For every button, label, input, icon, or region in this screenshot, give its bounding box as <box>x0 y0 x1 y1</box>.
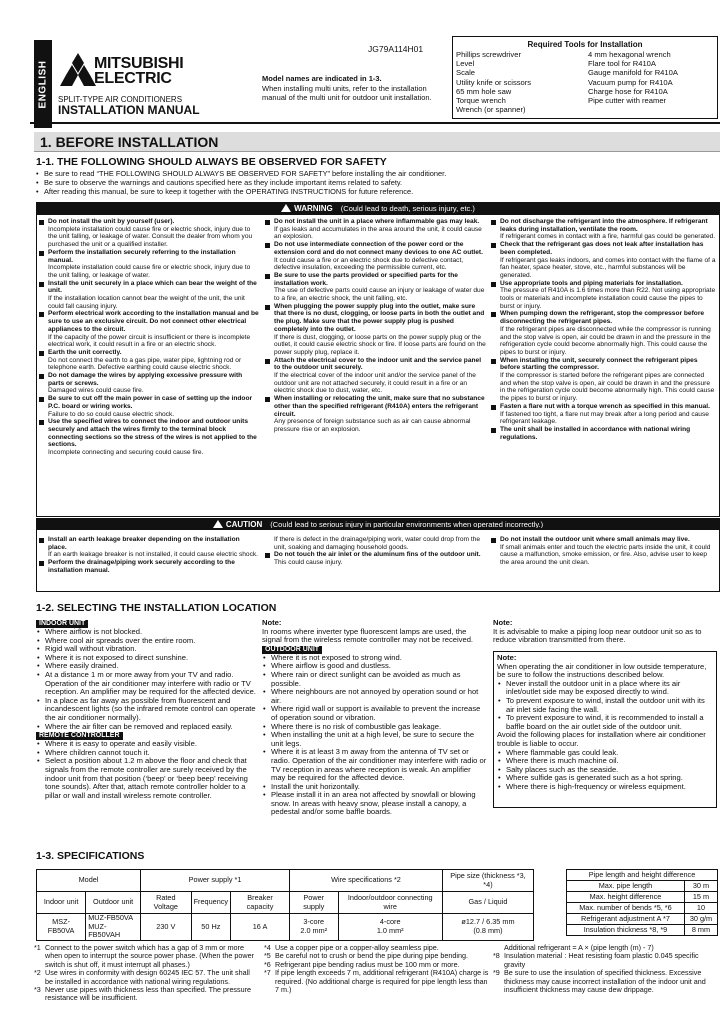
spec-header-wire: Wire specifications *2 <box>290 870 443 892</box>
bullet-icon: • <box>36 169 39 178</box>
table-row <box>567 903 718 914</box>
item-heading: Check that the refrigerant gas does not leak after installation has been completed. <box>500 241 704 256</box>
table-row <box>567 881 718 892</box>
manual-title: INSTALLATION MANUAL <box>58 103 200 117</box>
item-heading: When pumping down the refrigerant, stop the compressor before disconnecting the refrigerant pipes. <box>500 310 705 326</box>
footnote-key: *5 <box>264 951 271 961</box>
warning-item <box>38 218 260 249</box>
warning-item <box>490 218 716 241</box>
list-item: • Where cool air spreads over the entire room. <box>36 637 256 646</box>
list-item: • Where the air filter can be removed and replaced easily. <box>36 723 256 732</box>
warning-bar: WARNING (Could lead to death, serious injury, etc.) <box>36 202 720 214</box>
list-item: • Where easily drained. <box>36 662 256 671</box>
item-text: If the capacity of the power circuit is insufficient or there is incomplete electrical work, it could result in a fire or an electric shock. <box>48 333 251 349</box>
bullet-icon: • <box>36 178 39 187</box>
warning-item <box>38 280 260 311</box>
specifications-table <box>36 869 534 941</box>
item-text: If there is dust, clogging, or loose parts on the power supply plug or the outlet, it could cause electric shock or fire. If loose parts are found on the power supply plug, replace it. <box>274 333 486 356</box>
item-text: Damaged wires could cause fire. <box>48 387 144 395</box>
safety-intro <box>36 169 716 196</box>
warning-column-1 <box>38 218 260 457</box>
item-heading: Perform electrical work according to the installation manual and be sure to use an exclusive circuit. Do not connect other electrical appliances to the circuit. <box>48 310 259 333</box>
tools-list <box>453 50 717 114</box>
footnote-key: *3 <box>34 985 41 995</box>
item-text: Do not connect the earth to a gas pipe, water pipe, lightning rod or telephone earth. Defective earthing could cause electric shock. <box>48 356 242 372</box>
bullet-icon: • <box>36 187 39 196</box>
warning-item <box>38 536 260 559</box>
footnote-text: Be sure to use the insulation of specified thickness. Excessive thickness may cause incorrect installation of the indoor unit and insufficient thickness may cause dew drippage. <box>504 968 706 995</box>
pipe-row-label: Insulation thickness *8, *9 <box>567 925 685 936</box>
item-text: Incomplete connecting and securing could cause fire. <box>48 449 204 457</box>
item-heading: Perform the drainage/piping work securely according to the installation manual. <box>48 559 235 574</box>
footnote-key: *2 <box>34 968 41 978</box>
footnote-text: If pipe length exceeds 7 m, additional refrigerant (R410A) charge is required. (No additional charge is required for pipe length less than 7 m.) <box>275 968 489 995</box>
caution-column-1 <box>38 536 260 575</box>
list-item: • Where neighbours are not annoyed by operation sound or hot air. <box>262 688 487 705</box>
item-heading: Do not install the outdoor unit where small animals may live. <box>500 536 690 543</box>
item-text: If refrigerant comes in contact with a fire, harmful gas could be generated. <box>500 233 716 241</box>
tool-item: Level <box>456 59 475 69</box>
warning-item <box>38 395 260 418</box>
warning-column-3 <box>490 218 716 441</box>
table-row <box>567 892 718 903</box>
section-1-2-heading: 1-2. SELECTING THE INSTALLATION LOCATION <box>36 602 277 614</box>
list-item: • To prevent exposure to wind, install the outdoor unit with its air inlet side facing the wall. <box>497 697 713 714</box>
document-id: JG79A114H01 <box>368 44 424 54</box>
required-tools-box <box>452 36 718 119</box>
pipe-row-value: 30 m <box>684 881 717 892</box>
item-heading: Do not install the unit by yourself (user). <box>48 218 175 225</box>
spec-header-outdoor: Outdoor unit <box>86 892 141 914</box>
warning-item <box>264 551 486 566</box>
item-heading: Do not discharge the refrigerant into the atmosphere. If refrigerant leaks during installation, ventilate the room. <box>500 218 708 233</box>
item-text: Failure to do so could cause electric shock. <box>48 410 175 418</box>
warning-item <box>490 241 716 280</box>
tool-item: Charge hose for R410A <box>588 86 668 96</box>
pipe-row-value: 10 <box>684 903 717 914</box>
tool-item: Torque wrench <box>456 96 506 106</box>
mitsubishi-logo-icon <box>58 52 98 88</box>
warning-item <box>38 249 260 280</box>
list-item: • Please install it in an area not affected by snowfall or blowing snow. In areas with heavy snow, please install a canopy, a pedestal and/or some baffle boards. <box>262 791 487 817</box>
warning-item <box>490 426 716 441</box>
item-text: If the compressor is started before the refrigerant pipes are connected and when the stop valve is open, air could be drawn in and the pressure in the refrigeration cycle could become abnormally high. This could cause the pipes to burst or injury. <box>500 372 715 403</box>
warning-item <box>490 310 716 356</box>
section-1-3-heading: 1-3. SPECIFICATIONS <box>36 850 145 862</box>
warning-item <box>264 241 486 272</box>
footnote-key: *1 <box>34 943 41 952</box>
warning-icon <box>281 204 291 212</box>
item-heading: When installing the unit, securely connect the refrigerant pipes before starting the compressor. <box>500 356 698 372</box>
warning-item <box>490 357 716 403</box>
footnote-text: Never use pipes with thickness less than specified. The pressure resistance will be insufficient. <box>45 985 252 1003</box>
table-row <box>567 925 718 936</box>
list-item: • Install the unit horizontally. <box>262 783 487 792</box>
footnotes-3: Additional refrigerant = A × (pipe length (m) - 7) *8 Insulation material : Heat resisting foam plastic 0.045 specific gravity *9 Be sure to use the insulation of specified thickness. Excessive thickness may cause incorrect installation of the indoor unit and insufficient thickness may cause dew drippage. <box>493 944 718 994</box>
list-item: • Where there is high-frequency or wireless equipment. <box>497 783 713 792</box>
warning-item <box>264 303 486 357</box>
spec-header-power: Power supply *1 <box>141 870 290 892</box>
tool-item: Gauge manifold for R410A <box>588 68 678 78</box>
brand-name: MITSUBISHI ELECTRIC <box>94 55 184 87</box>
footnote-key: *8 <box>493 951 500 961</box>
caution-column-2: If there is defect in the drainage/piping work, water could drop from the unit, soaking and damaging household goods. Do not touch the air inlet or the aluminum fins of the outdoor unit. This could cause injury. <box>264 536 486 567</box>
tool-item: Phillips screwdriver <box>456 50 521 59</box>
item-text: Any presence of foreign substance such as air can cause abnormal pressure rise or an explosion. <box>274 418 471 433</box>
item-text: The pressure of R410A is 1.6 times more than R22. Not using appropriate tools or materials and incomplete installation could cause the pipes to burst or injury. <box>500 287 716 310</box>
warning-column-2 <box>264 218 486 434</box>
pipe-row-label: Max. number of bends *5, *6 <box>567 903 685 914</box>
item-heading: Do not install the unit in a place where inflammable gas may leak. <box>274 218 480 225</box>
footnote-text: Use wires in conformity with design 60245 IEC 57. The unit shall be installed in accordance with national wiring regulations. <box>45 968 250 986</box>
footnote-text: Use a copper pipe or a copper-alloy seamless pipe. <box>275 943 439 952</box>
footnote <box>264 969 489 994</box>
footnote-text: Insulation material : Heat resisting foam plastic 0.045 specific gravity <box>504 951 699 969</box>
item-heading: Fasten a flare nut with a torque wrench as specified in this manual. <box>500 402 710 410</box>
list-item: • At a distance 1 m or more away from your TV and radio. Operation of the air conditioner may interfere with radio or TV reception. An amplifier may be required for the affected device. <box>36 671 256 697</box>
header-rule <box>30 122 720 124</box>
list-item: • To prevent exposure to wind, it is recommended to install a baffle board on the air outlet side of the outdoor unit. <box>497 714 713 731</box>
pipe-row-value: 30 g/m <box>684 914 717 925</box>
intro-bullet: After reading this manual, be sure to keep it together with the OPERATING INSTRUCTIONS for future reference. <box>44 187 414 196</box>
item-text: If refrigerant gas leaks indoors, and comes into contact with the flame of a fan heater, space heater, stove, etc., harmful substances will be generated. <box>500 256 716 279</box>
section-1-1-heading: 1-1. THE FOLLOWING SHOULD ALWAYS BE OBSERVED FOR SAFETY <box>36 156 387 168</box>
item-text: It could cause a fire or an electric shock due to defective contact, defective insulation, exceeding the permissible current, etc. <box>274 256 464 272</box>
spec-header-freq: Frequency <box>191 892 230 914</box>
tool-item: Pipe cutter with reamer <box>588 96 667 106</box>
item-heading: When installing or relocating the unit, make sure that no substance other than the specified refrigerant (R410A) enters the refrigerant circuit. <box>274 395 485 418</box>
list-item: • Where children cannot touch it. <box>36 749 256 758</box>
product-subtitle: SPLIT-TYPE AIR CONDITIONERS <box>58 95 183 104</box>
indoor-unit-list: INDOOR UNIT • Where airflow is not blocked. • Where cool air spreads over the entire room. • Rigid wall without vibration. • Where it is not exposed to direct sunshine. • Where easily drained. • At a distance 1 m or more away from your TV and radio. Operation of the air conditioner may interfere with radio or TV reception. An amplifier may be required for the affected device. • In a place as far away as possible from fluorescent and incandescent lights (so the infrared remote control can operate the air conditioner normally). • Where the air filter can be removed and replaced easily. REMOTE CONTROLLER • Where it is easy to operate and easily visible. • Where children cannot touch it. • Select a position about 1.2 m above the floor and check that signals from the remote controller are surely received by the indoor unit from that position (‘beep’ or ‘beep beep’ receiving tone sounds). After that, attach remote controller holder to a pillar or wall and install wireless remote controller. <box>36 619 256 800</box>
list-item: • Where rigid wall or support is available to prevent the increase of operation sound or vibration. <box>262 705 487 722</box>
section-1-title: 1. BEFORE INSTALLATION <box>34 132 720 152</box>
item-text: If an earth leakage breaker is not installed, it could cause electric shock. <box>48 551 259 559</box>
tool-item <box>588 105 720 114</box>
footnote-text: Refrigerant pipe bending radius must be 100 mm or more. <box>275 959 460 969</box>
item-heading: Use the specified wires to connect the indoor and outdoor units securely and attach the wires firmly to the terminal block connecting sections so the stress of the wires is not applied to the sections. <box>48 418 257 449</box>
spec-header-breaker: Breaker capacity <box>231 892 290 914</box>
list-item: • Select a position about 1.2 m above the floor and check that signals from the remote controller are surely received by the indoor unit from that position (‘beep’ or ‘beep beep’ receiving tone sounds). After that, attach remote controller holder to a pillar or wall and install wireless remote controller. <box>36 757 256 800</box>
spec-header-rated: Rated Voltage <box>141 892 192 914</box>
item-text: If gas leaks and accumulates in the area around the unit, it could cause an explosion. <box>274 225 482 241</box>
caution-bar: CAUTION (Could lead to serious injury in particular environments when operated incorrectly.) <box>36 518 720 530</box>
tool-item: Scale <box>456 68 475 78</box>
footnote <box>493 969 718 994</box>
list-item: • Never install the outdoor unit in a place where its air inlet/outlet side may be exposed directly to wind. <box>497 680 713 697</box>
footnote-key: *6 <box>264 959 271 969</box>
list-item: • Salty places such as the seaside. <box>497 766 713 775</box>
list-item: • Where sulfide gas is generated such as a hot spring. <box>497 774 713 783</box>
item-heading: The unit shall be installed in accordance with national wiring regulations. <box>500 425 691 441</box>
pipe-row-label: Refrigerant adjustment A *7 <box>567 914 685 925</box>
tool-item: Utility knife or scissors <box>456 77 532 87</box>
tool-item: 4 mm hexagonal wrench <box>588 50 671 59</box>
list-item: • Where airflow is not blocked. <box>36 628 256 637</box>
warning-item <box>264 395 486 434</box>
tool-item: 65 mm hole saw <box>456 86 512 96</box>
caution-column-3 <box>490 536 716 567</box>
footnote-text: Connect to the power switch which has a gap of 3 mm or more when open to interrupt the source power phase. (When the power switch is shut off, it must interrupt all phases.) <box>45 943 254 969</box>
spec-header-indoor: Indoor unit <box>37 892 86 914</box>
footnote <box>34 986 259 1003</box>
language-tab: ENGLISH <box>34 40 52 128</box>
item-heading: Use appropriate tools and piping materials for installation. <box>500 279 683 287</box>
warning-item <box>264 272 486 303</box>
warning-item <box>38 372 260 395</box>
item-text: Incomplete installation could cause fire or electric shock, injury due to the unit falling, or leakage of water. Consult the dealer from whom you purchased the unit or a qualified installer. <box>48 225 253 249</box>
warning-item <box>38 559 260 574</box>
location-note: Note: It is advisable to make a piping loop near outdoor unit so as to reduce vibration transmitted from there. <box>493 618 702 645</box>
item-text: Incomplete installation could cause fire or electric shock, injury due to the unit falling, or leakage of water. <box>48 264 251 279</box>
table-row: MSZ-FB50VA MUZ-FB50VA MUZ-FB50VAH 230 V 50 Hz 16 A 3-core 2.0 mm² 4-core 1.0 mm² ø12.7 / 6.35 mm (0.8 mm) <box>37 914 534 941</box>
spec-header-wire-power: Power supply <box>290 892 338 914</box>
warning-item <box>38 349 260 372</box>
list-item: • Where it is easy to operate and easily visible. <box>36 740 256 749</box>
tool-item: Wrench (or spanner) <box>456 105 526 115</box>
item-heading: Earth the unit correctly. <box>48 348 122 356</box>
item-heading: Do not use intermediate connection of the power cord or the extension cord and do not connect many devices to one AC outlet. <box>274 241 483 256</box>
item-heading: Be sure to use the parts provided or specified parts for the installation work. <box>274 271 458 287</box>
item-text: This could cause injury. <box>274 559 343 567</box>
pipe-row-label: Max. height difference <box>567 892 685 903</box>
list-item: • Where there is no risk of combustible gas leakage. <box>262 723 487 732</box>
tool-item: Vacuum pump for R410A <box>588 77 673 87</box>
warning-item <box>264 218 486 241</box>
list-item: • When installing the unit at a high level, be sure to secure the unit legs. <box>262 731 487 748</box>
outdoor-unit-list: Note: In rooms where inverter type fluorescent lamps are used, the signal from the wireless remote controller may not be received. OUTDOOR UNIT • Where it is not exposed to strong wind. • Where airflow is good and dustless. • Where rain or direct sunlight can be avoided as much as possible. • Where neighbours are not annoyed by operation sound or hot air. • Where rigid wall or support is available to prevent the increase of operation sound or vibration. • Where there is no risk of combustible gas leakage. • When installing the unit at a high level, be sure to secure the unit legs. • Where it is at least 3 m away from the antenna of TV set or radio. Operation of the air conditioner may interfere with radio or TV reception in areas where reception is weak. An amplifier may be required for the affected device. • Install the unit horizontally. • Please install it in an area not affected by snowfall or blowing snow. In areas with heavy snow, please install a canopy, a pedestal and/or some baffle boards. <box>262 619 487 817</box>
footnote-key: *7 <box>264 968 271 978</box>
item-heading: Be sure to cut off the main power in case of setting up the indoor P.C. board or wiring works. <box>48 395 253 410</box>
footnote-key: *9 <box>493 968 500 978</box>
list-item: • Rigid wall without vibration. <box>36 645 256 654</box>
caution-icon <box>213 520 223 528</box>
tool-item: Flare tool for R410A <box>588 59 656 69</box>
item-text: If the electrical cover of the indoor unit and/or the service panel of the outdoor unit are not attached securely, it could result in a fire or an electric shock due to dust, water, etc. <box>274 372 476 395</box>
spec-header-gas: Gas / Liquid <box>442 892 533 914</box>
footnote <box>34 944 259 969</box>
pipe-row-label: Max. pipe length <box>567 881 685 892</box>
list-item: • Where flammable gas could leak. <box>497 749 713 758</box>
item-heading: Install the unit securely in a place which can bear the weight of the unit. <box>48 279 257 295</box>
warning-item <box>264 357 486 396</box>
list-item: • Where it is not exposed to direct sunshine. <box>36 654 256 663</box>
footnotes-2 <box>264 944 489 994</box>
list-item: • Where it is not exposed to strong wind. <box>262 654 487 663</box>
footnote-key: *4 <box>264 943 271 952</box>
footnotes-1 <box>34 944 259 1003</box>
warning-item <box>38 418 260 457</box>
warning-item <box>490 280 716 311</box>
pipe-row-value: 8 mm <box>684 925 717 936</box>
footnote-text: Be careful not to crush or bend the pipe during pipe bending. <box>275 951 468 961</box>
tools-title: Required Tools for Installation <box>527 40 643 49</box>
spec-header-model: Model <box>37 870 141 892</box>
spec-header-connect: Indoor/outdoor connecting wire <box>338 892 442 914</box>
warning-item <box>38 310 260 349</box>
low-temperature-note-box: Note: When operating the air conditioner in low outside temperature, be sure to follow the instructions described below. • Never install the outdoor unit in a place where its air inlet/outlet side may be exposed directly to wind. • To prevent exposure to wind, install the outdoor unit with its air inlet side facing the wall. • To prevent exposure to wind, it is recommended to install a baffle board on the air outlet side of the outdoor unit. Avoid the following places for installation where air conditioner trouble is liable to occur. • Where flammable gas could leak. • Where there is much machine oil. • Salty places such as the seaside. • Where sulfide gas is generated such as a hot spring. • Where there is high-frequency or wireless equipment. <box>493 651 717 808</box>
spec-header-pipe: Pipe size (thickness *3, *4) <box>442 870 533 892</box>
item-heading: When plugging the power supply plug into the outlet, make sure that there is no dust, clogging, or loose parts in both the outlet and the plug. Make sure that the power supply plug is pushed completely into the outlet. <box>274 302 485 333</box>
item-text: If the installation location cannot bear the weight of the unit, the unit could fall causing injury. <box>48 295 245 310</box>
item-text: If small animals enter and touch the electric parts inside the unit, it could cause a malfunction, smoke emission, or fire. Also, advise user to keep the area around the unit clean. <box>500 543 711 567</box>
footnote <box>34 969 259 986</box>
table-row <box>567 914 718 925</box>
warning-item <box>490 536 716 567</box>
list-item: • Where airflow is good and dustless. <box>262 662 487 671</box>
pipe-table-title: Pipe length and height difference <box>567 870 718 881</box>
list-item: • Where it is at least 3 m away from the antenna of TV set or radio. Operation of the air conditioner may interfere with radio or TV reception in areas where reception is weak. An amplifier may be required for the affected device. <box>262 748 487 782</box>
pipe-row-value: 15 m <box>684 892 717 903</box>
item-text: If the refrigerant pipes are disconnected while the compressor is running and the stop valve is open, air could be drawn in and the pressure in the refrigeration cycle could become abnormally high. This could cause the pipes to burst or injury. <box>500 325 711 356</box>
list-item: • Where there is much machine oil. <box>497 757 713 766</box>
item-heading: Do not damage the wires by applying excessive pressure with parts or screws. <box>48 372 243 387</box>
warning-item <box>490 403 716 426</box>
pipe-length-table <box>566 869 718 936</box>
model-note: Model names are indicated in 1-3. When installing multi units, refer to the installation manual of the multi unit for outdoor unit installation. <box>262 74 432 102</box>
footnote <box>493 952 718 969</box>
item-heading: Perform the installation securely referring to the installation manual. <box>48 248 236 264</box>
list-item: • Where rain or direct sunlight can be avoided as much as possible. <box>262 671 487 688</box>
item-text: The use of defective parts could cause an injury or leakage of water due to a fire, an electric shock, the unit falling, etc. <box>274 287 485 303</box>
item-heading: Attach the electrical cover to the indoor unit and the service panel to the outdoor unit securely. <box>274 356 482 372</box>
item-text: If fastened too tight, a flare nut may break after a long period and cause refrigerant leakage. <box>500 410 709 426</box>
intro-bullet: Be sure to read “THE FOLLOWING SHOULD ALWAYS BE OBSERVED FOR SAFETY” before installing the air conditioner. <box>44 169 447 178</box>
item-heading: Install an earth leakage breaker depending on the installation place. <box>48 536 240 551</box>
item-heading: Do not touch the air inlet or the aluminum fins of the outdoor unit. <box>274 551 481 559</box>
intro-bullet: Be sure to observe the warnings and cautions specified here as they include important items related to safety. <box>44 178 403 187</box>
list-item: • In a place as far away as possible from fluorescent and incandescent lights (so the infrared remote control can operate the air conditioner normally). <box>36 697 256 723</box>
